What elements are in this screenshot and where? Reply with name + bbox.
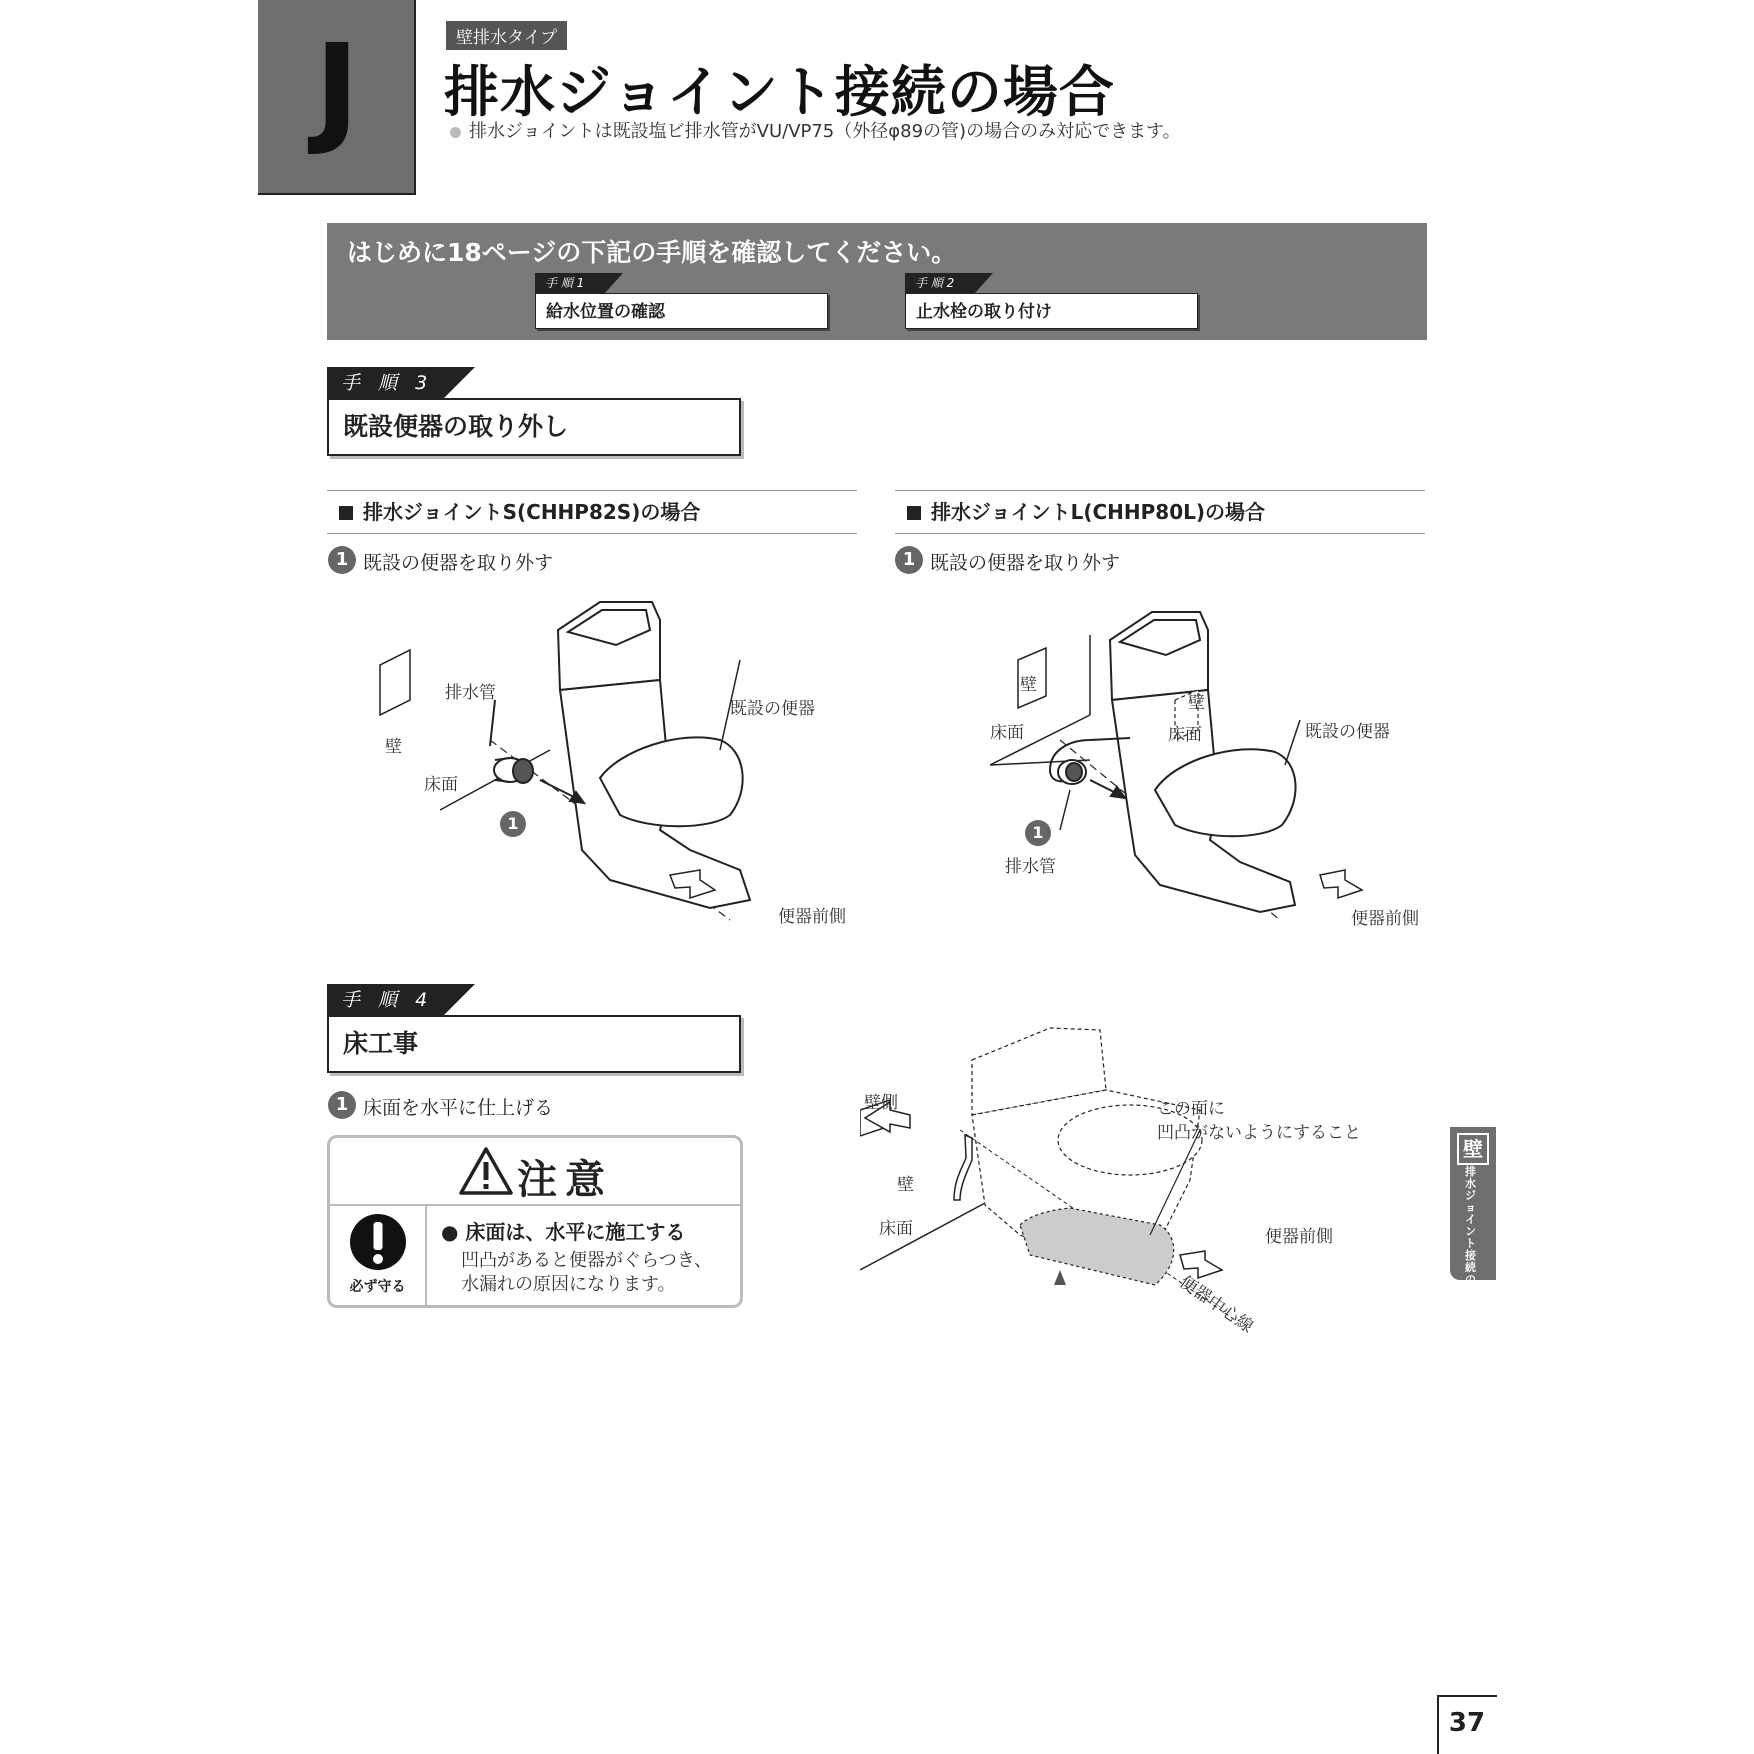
- toilet-removal-diagram-s: [360, 590, 860, 930]
- step3-title: 既設便器の取り外し: [327, 398, 741, 456]
- label-floor-right: 床面: [990, 723, 1024, 743]
- step3-right-heading-text: 排水ジョイントL(CHHP80L)の場合: [931, 500, 1266, 524]
- page-title: 排水ジョイント接続の場合: [444, 60, 1115, 124]
- diagram-marker-left: 1: [500, 811, 526, 837]
- step4-instruction: 床面を水平に仕上げる: [363, 1097, 554, 1119]
- bullet-icon: [450, 127, 461, 138]
- step3-left-heading: [327, 490, 857, 534]
- side-tab-text: 排水ジョイント接続の場合: [1465, 1165, 1476, 1310]
- square-bullet-icon: [339, 506, 353, 520]
- caution-sub-text-2: 水漏れの原因になります。: [461, 1274, 676, 1295]
- label-front-floor-diagram: 便器前側: [1265, 1227, 1333, 1247]
- side-tab-kanji: 壁: [1457, 1133, 1489, 1165]
- header-note-text: 排水ジョイントは既設塩ビ排水管がVU/VP75（外径φ89の管)の場合のみ対応できます。: [469, 121, 1181, 142]
- must-follow-label: 必ず守る: [349, 1279, 406, 1295]
- step3-right-instruction: 既設の便器を取り外す: [930, 552, 1121, 574]
- label-floor-inner-right: 床面: [1168, 725, 1202, 745]
- caution-main-label: 床面は、水平に施工する: [465, 1220, 686, 1244]
- label-front-left: 便器前側: [778, 907, 846, 927]
- label-floor-floor-diagram: 床面: [879, 1219, 913, 1239]
- label-front-right: 便器前側: [1351, 909, 1419, 929]
- step4-num: 1: [328, 1091, 356, 1119]
- label-wall-inner-right: 壁: [1188, 693, 1205, 713]
- caution-sub-text-1: 凹凸があると便器がぐらつき、: [461, 1250, 713, 1271]
- step4-title: 床工事: [327, 1015, 741, 1073]
- label-pipe-left: 排水管: [445, 683, 496, 703]
- label-wall-side: 壁側: [864, 1093, 898, 1113]
- caution-title: 注意: [517, 1157, 613, 1203]
- label-toilet-right: 既設の便器: [1305, 722, 1390, 742]
- label-wall-left: 壁: [385, 737, 402, 757]
- banner-step1-box: 給水位置の確認: [535, 293, 828, 329]
- banner-step1-tab: 手 順 1: [535, 273, 605, 293]
- header-note: [450, 117, 1181, 143]
- step3-tab: 手 順 3: [327, 367, 443, 399]
- step3-left-instruction: 既設の便器を取り外す: [363, 552, 554, 574]
- label-floor-left: 床面: [424, 775, 458, 795]
- banner-title: はじめに18ページの下記の手順を確認してください。: [347, 238, 957, 267]
- banner-step2-box: 止水栓の取り付け: [905, 293, 1198, 329]
- exclamation-icon: [349, 1213, 407, 1271]
- page-number: 37: [1448, 1708, 1486, 1738]
- step3-left-num: 1: [328, 546, 356, 574]
- section-letter: J: [314, 20, 360, 159]
- step3-right-num: 1: [895, 546, 923, 574]
- step4-tab: 手 順 4: [327, 984, 443, 1016]
- square-bullet-icon: [907, 506, 921, 520]
- diagram-marker-right: 1: [1025, 820, 1051, 846]
- toilet-removal-diagram-l: [990, 600, 1430, 930]
- label-toilet-left: 既設の便器: [730, 699, 815, 719]
- label-surface-note-1: この面に: [1157, 1099, 1225, 1119]
- label-wall-right: 壁: [1020, 675, 1037, 695]
- label-center-line: 便器中心線: [1175, 1272, 1257, 1338]
- caution-main-text: ● 床面は、水平に施工する: [441, 1220, 686, 1244]
- banner-step2-tab: 手 順 2: [905, 273, 975, 293]
- step3-right-heading: [895, 490, 1425, 534]
- label-wall-floor-diagram: 壁: [897, 1175, 914, 1195]
- label-surface-note-2: 凹凸がないようにすること: [1157, 1123, 1361, 1143]
- type-tag: 壁排水タイプ: [446, 21, 567, 50]
- step3-left-heading-text: 排水ジョイントS(CHHP82S)の場合: [363, 500, 701, 524]
- label-pipe-right: 排水管: [1005, 857, 1056, 877]
